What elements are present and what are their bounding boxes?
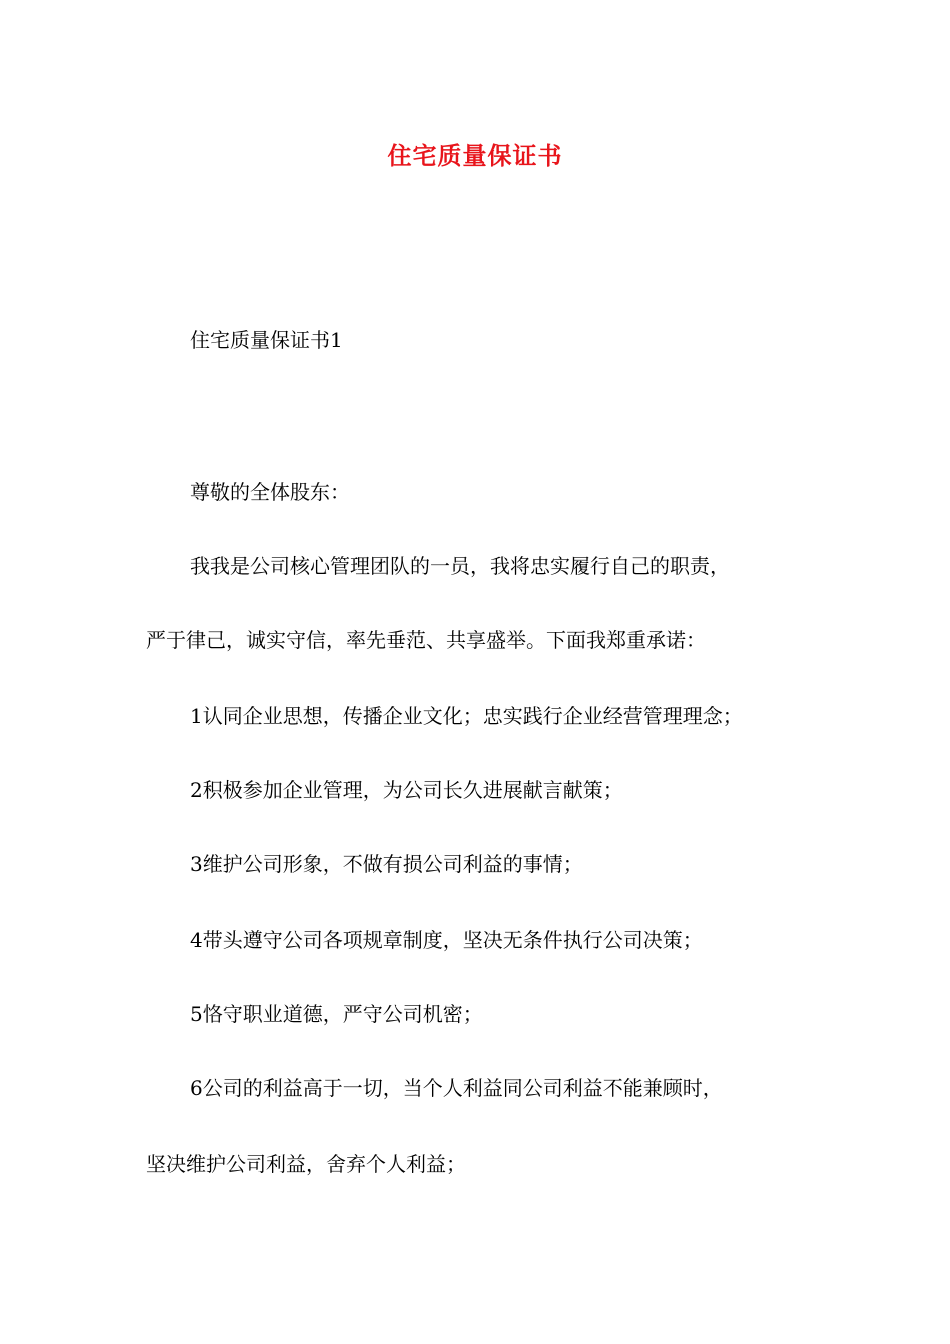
pledge-item: 2积极参加企业管理，为公司长久进展献言献策； <box>190 778 623 802</box>
intro-paragraph-line: 我我是公司核心管理团队的一员，我将忠实履行自己的职责， <box>190 554 730 578</box>
pledge-item: 5恪守职业道德，严守公司机密； <box>190 1002 483 1026</box>
salutation: 尊敬的全体股东： <box>190 480 350 504</box>
pledge-item: 1认同企业思想，传播企业文化；忠实践行企业经营管理理念； <box>190 704 743 728</box>
pledge-item: 4带头遵守公司各项规章制度，坚决无条件执行公司决策； <box>190 928 703 952</box>
intro-paragraph-line: 严于律己，诚实守信，率先垂范、共享盛举。下面我郑重承诺： <box>146 628 706 652</box>
document-title: 住宅质量保证书 <box>387 141 563 170</box>
section-heading: 住宅质量保证书1 <box>190 328 343 352</box>
pledge-item: 6公司的利益高于一切，当个人利益同公司利益不能兼顾时， <box>190 1076 723 1100</box>
pledge-item: 3维护公司形象，不做有损公司利益的事情； <box>190 852 583 876</box>
pledge-item-continuation: 坚决维护公司利益，舍弃个人利益； <box>146 1152 466 1176</box>
